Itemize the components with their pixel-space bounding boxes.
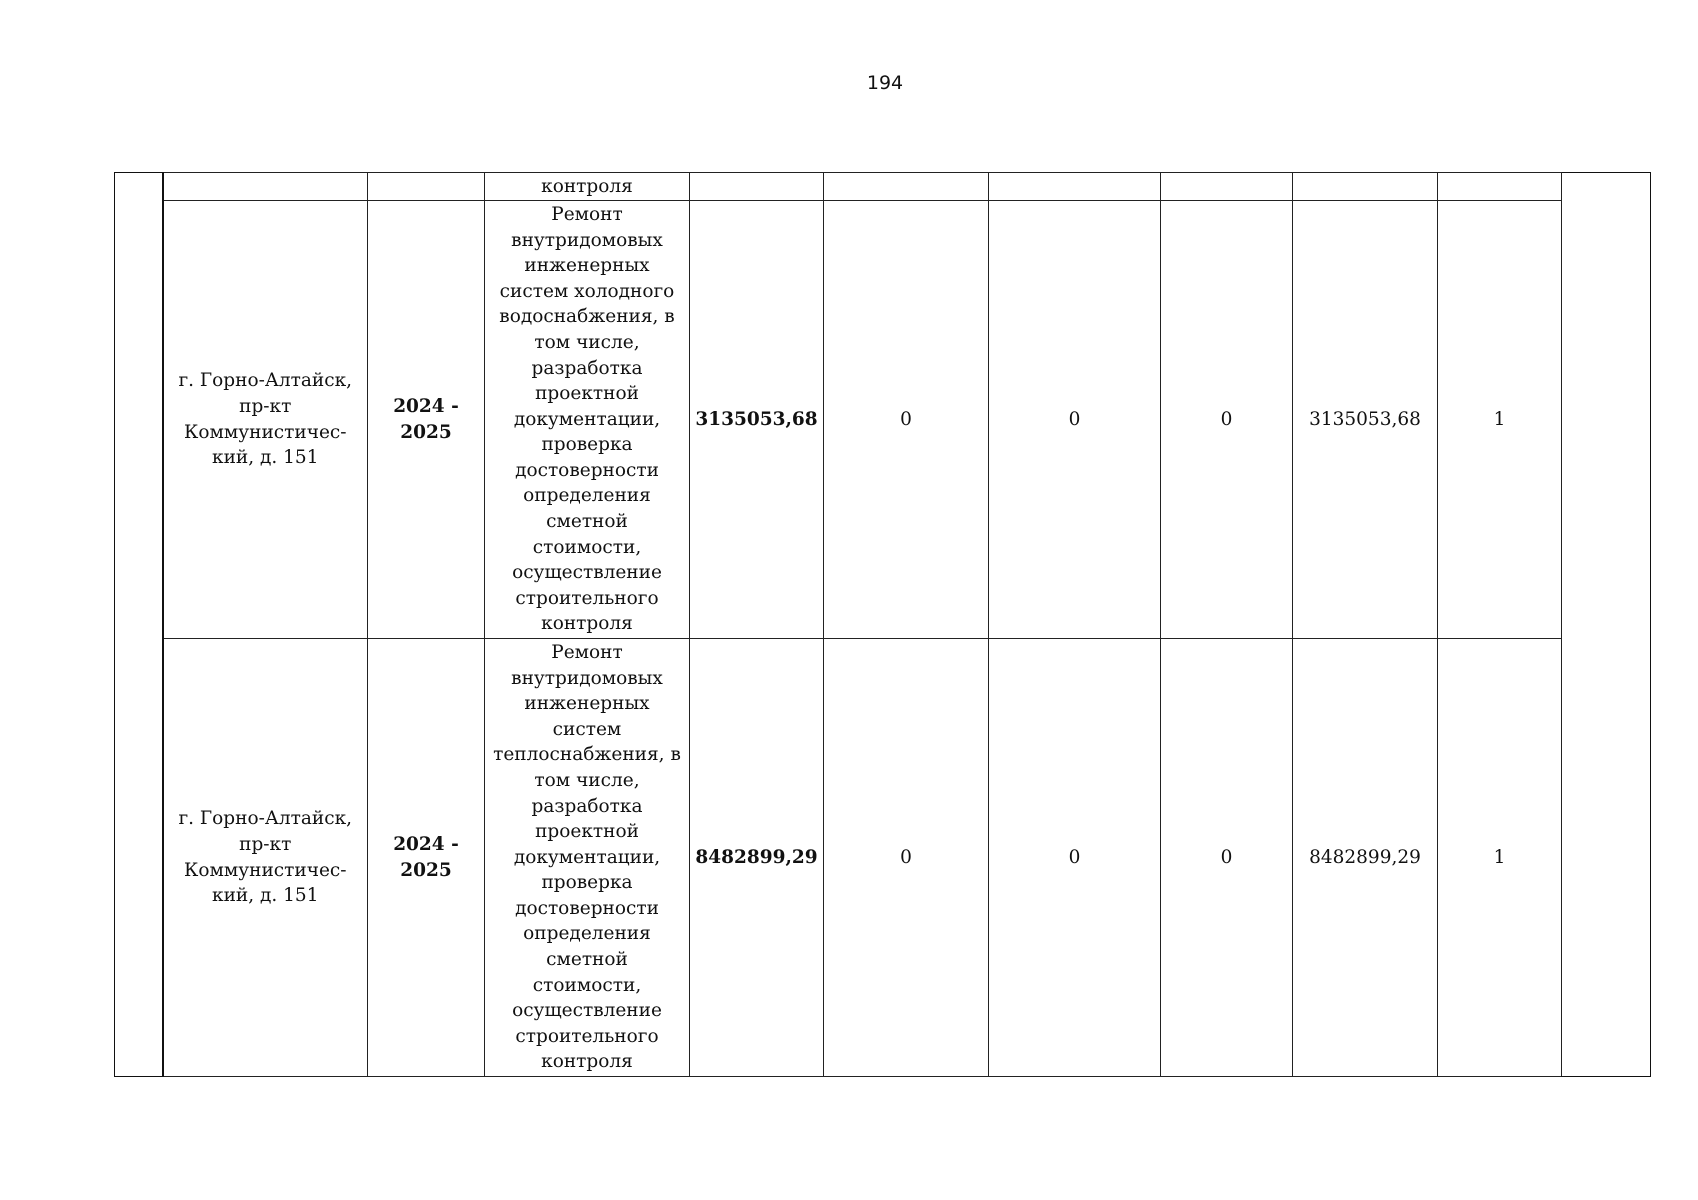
funding-cell-2: 0 [989,639,1161,1077]
table-row [115,201,1651,639]
estimate-table [114,172,1651,1077]
total-cost-cell: 3135053,68 [690,201,824,639]
address-cell: г. Горно-Алтайск, пр-кт Коммунистичес- кий, д. 151 [163,639,368,1077]
funding-cell-2: 0 [989,201,1161,639]
funding-cell-3: 0 [1161,201,1293,639]
funding-cell-4 [1293,173,1438,201]
total-cost-cell: 8482899,29 [690,639,824,1077]
table-row [115,639,1651,1077]
page-number: 194 [866,72,904,94]
description-cell: Ремонт внутридомовых инженерных систем теплоснабжения, в том числе, разработка проектной документации, проверка достоверности определения сметной стоимости, осуществление строительного контроля [485,639,690,1077]
row-number-cell [115,173,163,1077]
funding-cell-1: 0 [824,639,989,1077]
funding-cell-4: 8482899,29 [1293,639,1438,1077]
funding-cell-3: 0 [1161,639,1293,1077]
trailing-cell [1562,173,1651,1077]
funding-cell-1: 0 [824,201,989,639]
count-cell: 1 [1438,201,1562,639]
period-cell: 2024 - 2025 [368,201,485,639]
funding-cell-2 [989,173,1161,201]
address-cell [163,173,368,201]
description-cell: контроля [485,173,690,201]
count-cell: 1 [1438,639,1562,1077]
period-cell [368,173,485,201]
description-cell: Ремонт внутридомовых инженерных систем холодного водоснабжения, в том числе, разработка проектной документации, проверка достоверности определения сметной стоимости, осуществление строительного контроля [485,201,690,639]
address-cell: г. Горно-Алтайск, пр-кт Коммунистичес- кий, д. 151 [163,201,368,639]
period-cell: 2024 - 2025 [368,639,485,1077]
total-cost-cell [690,173,824,201]
count-cell [1438,173,1562,201]
funding-cell-1 [824,173,989,201]
funding-cell-3 [1161,173,1293,201]
funding-cell-4: 3135053,68 [1293,201,1438,639]
table-row-continuation [115,173,1651,201]
